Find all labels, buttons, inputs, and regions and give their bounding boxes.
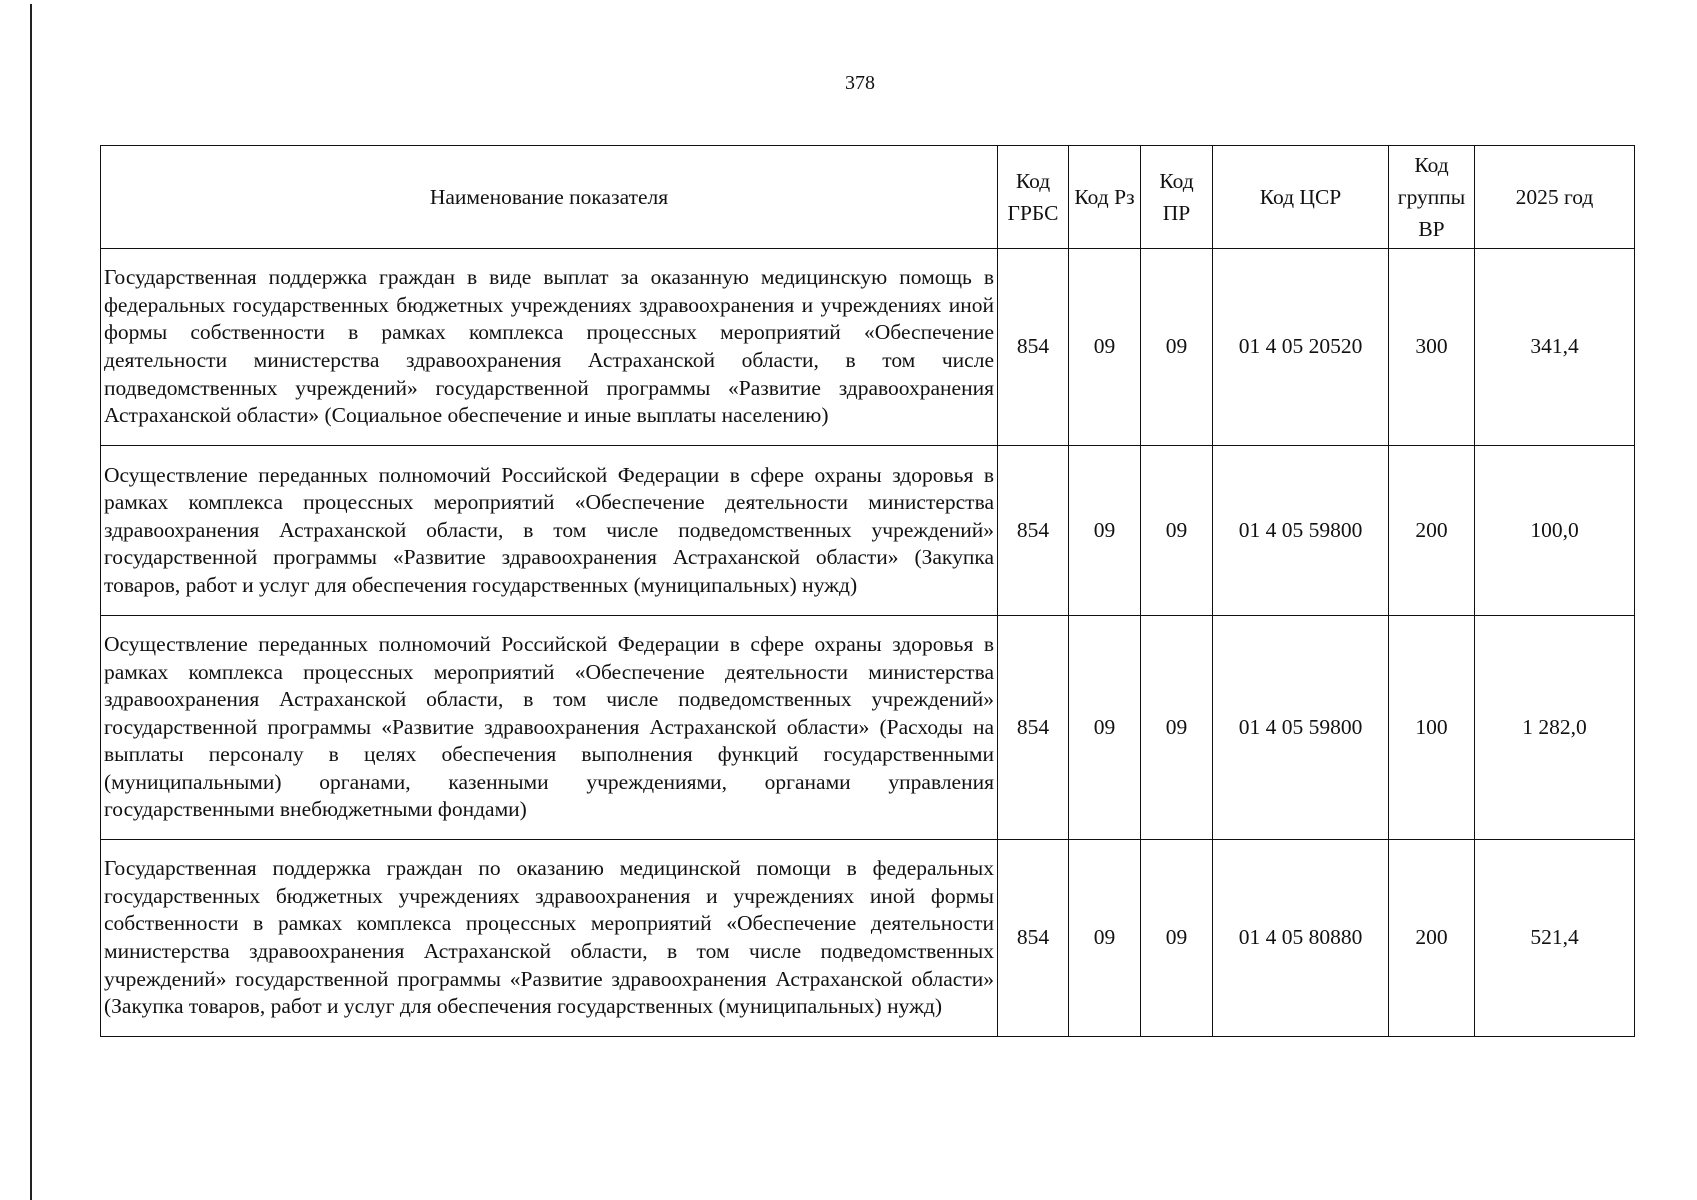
header-pr-code: Код ПР (1141, 146, 1213, 249)
row-vr-code: 100 (1389, 616, 1475, 840)
header-grbs-code: Код ГРБС (998, 146, 1069, 249)
row-vr-code: 300 (1389, 249, 1475, 446)
header-csr-code: Код ЦСР (1213, 146, 1389, 249)
row-grbs-code: 854 (998, 616, 1069, 840)
row-pr-code: 09 (1141, 446, 1213, 616)
row-amount-2025: 341,4 (1475, 249, 1635, 446)
row-vr-code: 200 (1389, 840, 1475, 1037)
row-indicator-name: Осуществление переданных полномочий Российской Федерации в сфере охраны здоровья в рамках комплекса процессных мероприятий «Обеспечение деятельности министерства здравоохранения Астраханской области, в том числе подведомственных учреждений» государственной программы «Развитие здравоохранения Астраханской области» (Расходы на выплаты персоналу в целях обеспечения выполнения функций государственными (муниципальными) органами, казенными учреждениями, органами управления государственными внебюджетными фондами) (101, 616, 998, 840)
left-margin-line (30, 4, 32, 1200)
row-vr-code: 200 (1389, 446, 1475, 616)
row-indicator-name: Государственная поддержка граждан в виде выплат за оказанную медицинскую помощь в федеральных государственных бюджетных учреждениях здравоохранения и учреждениях иной формы собственности в рамках комплекса процессных мероприятий «Обеспечение деятельности министерства здравоохранения Астраханской области, в том числе подведомственных учреждений» государственной программы «Развитие здравоохранения Астраханской области» (Социальное обеспечение и иные выплаты населению) (101, 249, 998, 446)
header-vr-group-code: Код группы ВР (1389, 146, 1475, 249)
row-pr-code: 09 (1141, 616, 1213, 840)
row-pr-code: 09 (1141, 840, 1213, 1037)
page-number: 378 (845, 72, 875, 94)
row-csr-code: 01 4 05 80880 (1213, 840, 1389, 1037)
header-year-2025: 2025 год (1475, 146, 1635, 249)
row-pr-code: 09 (1141, 249, 1213, 446)
header-rz-code: Код Рз (1069, 146, 1141, 249)
table-header-row (101, 146, 1635, 249)
row-indicator-name: Государственная поддержка граждан по оказанию медицинской помощи в федеральных государственных бюджетных учреждениях здравоохранения и учреждениях иной формы собственности в рамках комплекса процессных мероприятий «Обеспечение деятельности министерства здравоохранения Астраханской области, в том числе подведомственных учреждений» государственной программы «Развитие здравоохранения Астраханской области» (Закупка товаров, работ и услуг для обеспечения государственных (муниципальных) нужд) (101, 840, 998, 1037)
row-amount-2025: 1 282,0 (1475, 616, 1635, 840)
table-row (101, 840, 1635, 1037)
table-row (101, 616, 1635, 840)
row-csr-code: 01 4 05 59800 (1213, 616, 1389, 840)
row-indicator-name: Осуществление переданных полномочий Российской Федерации в сфере охраны здоровья в рамках комплекса процессных мероприятий «Обеспечение деятельности министерства здравоохранения Астраханской области, в том числе подведомственных учреждений» государственной программы «Развитие здравоохранения Астраханской области» (Закупка товаров, работ и услуг для обеспечения государственных (муниципальных) нужд) (101, 446, 998, 616)
row-amount-2025: 521,4 (1475, 840, 1635, 1037)
row-rz-code: 09 (1069, 616, 1141, 840)
row-grbs-code: 854 (998, 446, 1069, 616)
budget-table (100, 145, 1635, 1037)
row-rz-code: 09 (1069, 446, 1141, 616)
table-row (101, 446, 1635, 616)
table-row (101, 249, 1635, 446)
header-indicator-name: Наименование показателя (101, 146, 998, 249)
row-grbs-code: 854 (998, 249, 1069, 446)
row-grbs-code: 854 (998, 840, 1069, 1037)
row-csr-code: 01 4 05 59800 (1213, 446, 1389, 616)
row-csr-code: 01 4 05 20520 (1213, 249, 1389, 446)
row-amount-2025: 100,0 (1475, 446, 1635, 616)
row-rz-code: 09 (1069, 840, 1141, 1037)
row-rz-code: 09 (1069, 249, 1141, 446)
